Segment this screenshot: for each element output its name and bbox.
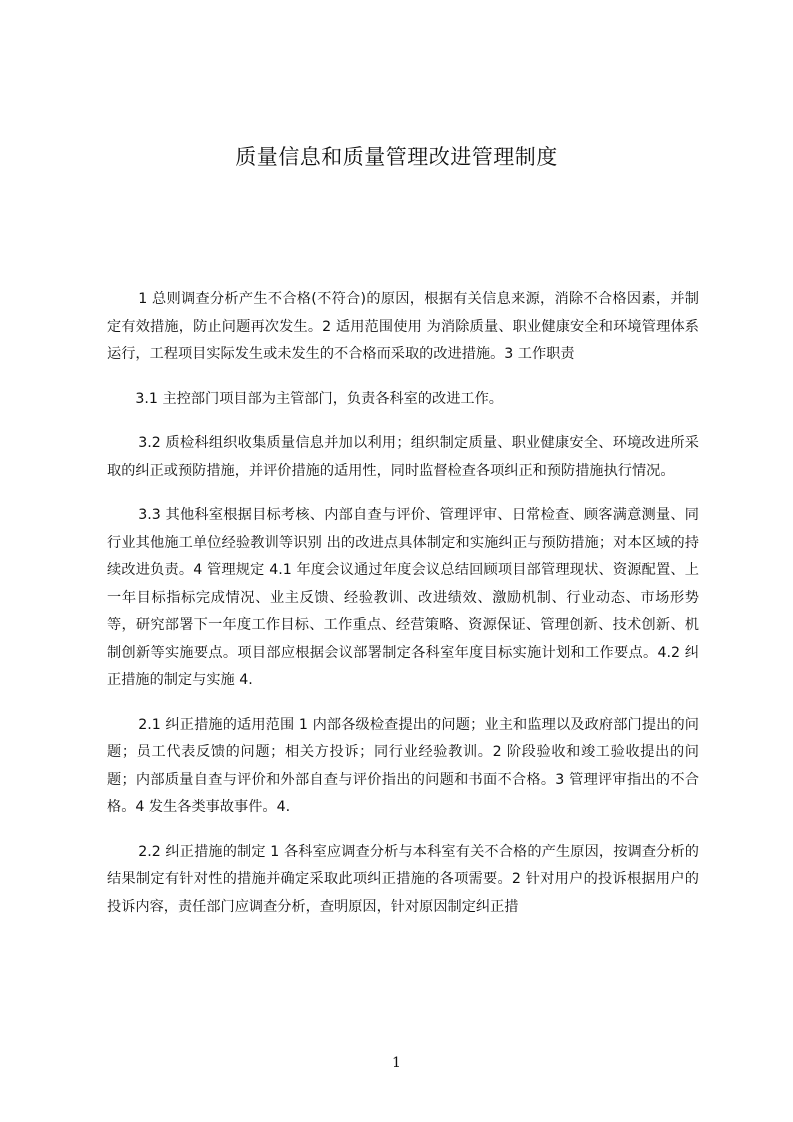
paragraph-3-3: 3.3 其他科室根据目标考核、内部自查与评价、管理评审、日常检查、顾客满意测量、同行业其他施工单位经验教训等识别 出的改进点具体制定和实施纠正与预防措施；对本区域的持续改进负责。4 管理规定 4.1 年度会议通过年度会议总结回顾项目部管理现状、资源配置、上一年目标指标完成情况、业主反馈、经验教训、改进绩效、激励机制、行业动态、市场形势等，研究部署下一年度工作目标、工作重点、经营策略、资源保证、管理创新、技术创新、机制创新等实施要点。项目部应根据会议部署制定各科室年度目标实施计划和工作要点。4.2 纠正措施的制定与实施 4.	[107, 507, 699, 688]
document-title: 质量信息和质量管理改进管理制度	[235, 145, 558, 169]
paragraph-2-1: 2.1 纠正措施的适用范围 1 内部各级检查提出的问题；业主和监理以及政府部门提出的问题；员工代表反馈的问题；相关方投诉；同行业经验教训。2 阶段验收和竣工验收提出的问 题；内部质量自查与评价和外部自查与评价指出的问题和书面不合格。3 管理评审指出的不合格。4 发生各类事故事件。4.	[107, 716, 699, 815]
document-body	[107, 286, 699, 921]
paragraph-3-1: 3.1 主控部门项目部为主管部门，负责各科室的改进工作。	[135, 390, 503, 407]
paragraph-general-scope-duties: 1 总则调查分析产生不合格(不符合)的原因，根据有关信息来源，消除不合格因素，并制定有效措施，防止问题再次发生。2 适用范围使用 为消除质量、职业健康安全和环境管理体系运行，工程项目实际发生或未发生的不合格而采取的改进措施。3 工作职责	[107, 291, 699, 362]
paragraph-3-2: 3.2 质检科组织收集质量信息并加以利用；组织制定质量、职业健康安全、环境改进所采取的纠正或预防措施，并评价措施的适用性，同时监督检查各项纠正和预防措施执行情况。	[107, 435, 699, 479]
paragraph-2-2: 2.2 纠正措施的制定 1 各科室应调查分析与本科室有关不合格的产生原因，按调查分析的结果制定有针对性的措施并确定采取此项纠正措施的各项需要。2 针对用户的投诉根据用户的投诉内容，责任部门应调查分析，查明原因，针对原因制定纠正措	[107, 843, 699, 915]
page-number: 1	[392, 1055, 401, 1071]
